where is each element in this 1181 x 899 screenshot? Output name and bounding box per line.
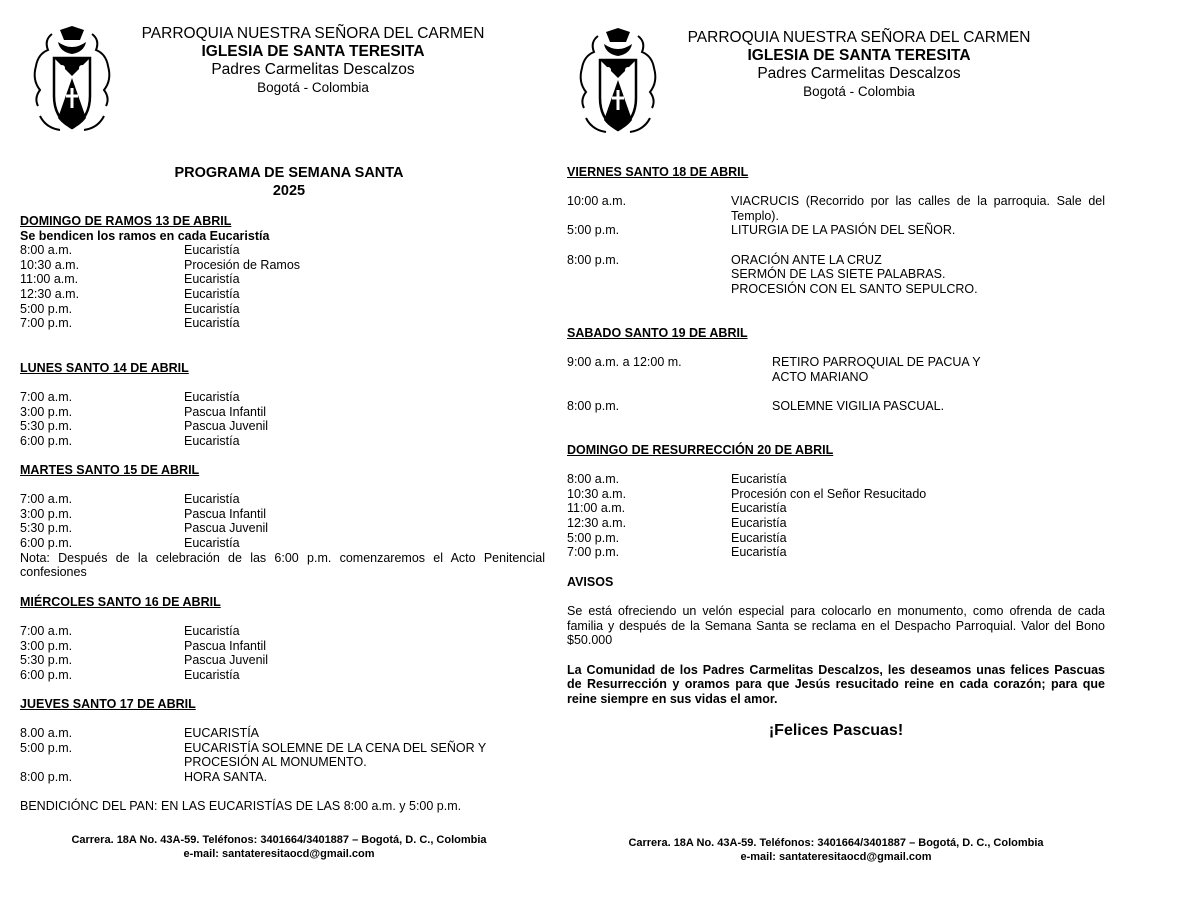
footer-address: Carrera. 18A No. 43A-59. Teléfonos: 3401664/3401887 – Bogotá, D. C., Colombia (628, 837, 1044, 849)
martes-note: Nota: Después de la celebración de las 6:00 p.m. comenzaremos el Acto Penitencial confesiones (20, 550, 545, 580)
schedule-event: Procesión con el Señor Resucitado (731, 486, 927, 501)
schedule-time: 5:00 p.m. (20, 301, 73, 316)
schedule-time: 8:00 a.m. (20, 243, 73, 258)
city-name: Bogotá - Colombia (803, 84, 915, 99)
schedule-event: Eucaristía (731, 472, 787, 487)
header (110, 25, 516, 97)
padres-name: Padres Carmelitas Descalzos (757, 65, 961, 82)
schedule-event: Procesión de Ramos (184, 257, 301, 272)
schedule-event: VIACRUCIS (Recorrido por las calles de la parroquia. Sale del Templo). (731, 194, 1105, 223)
schedule-time: 8:00 p.m. (20, 769, 73, 784)
schedule-event: EUCARISTÍA SOLEMNE DE LA CENA DEL SEÑOR Y PROCESIÓN AL MONUMENTO. (184, 740, 486, 770)
schedule-event: Pascua Juvenil (184, 521, 269, 536)
schedule-time: 5:00 p.m. (567, 223, 620, 238)
schedule-time: 10:30 a.m. (20, 257, 80, 272)
schedule-time: 6:00 p.m. (20, 535, 73, 550)
schedule-event: Pascua Infantil (184, 404, 266, 419)
schedule-event: Eucaristía (731, 545, 787, 560)
section-martes: MARTES SANTO 15 DE ABRIL 7:00 a.m. Eucaristía 3:00 p.m. Pascua Infantil 5:30 p.m. Pascua Juvenil 6:00 p.m. Eucaristía Nota: Después de la celebración de las 6:00 p.m. comenzaremos el Acto Penitencial confesiones (20, 463, 545, 580)
schedule-time: 12:30 a.m. (20, 286, 80, 301)
schedule-event: Eucaristía (184, 390, 240, 405)
footer (40, 834, 518, 861)
schedule-time: 3:00 p.m. (20, 506, 73, 521)
schedule-time: 12:30 a.m. (567, 515, 627, 530)
schedule-event: Eucaristía (184, 624, 240, 639)
footer-email: e-mail: santateresitaocd@gmail.com (740, 850, 932, 863)
left-page (0, 0, 560, 899)
footer-email: e-mail: santateresitaocd@gmail.com (183, 847, 375, 860)
schedule-time: 10:30 a.m. (567, 486, 627, 501)
schedule-time: 5:00 p.m. (567, 530, 620, 545)
schedule-event: Eucaristía (184, 433, 240, 448)
schedule-event: Pascua Infantil (184, 506, 266, 521)
schedule-time: 5:00 p.m. (20, 740, 73, 755)
carmelite-crest-icon (30, 26, 114, 136)
schedule-time: 5:30 p.m. (20, 653, 73, 668)
schedule-time: 11:00 a.m. (20, 272, 79, 287)
schedule-time: 7:00 a.m. (20, 624, 73, 639)
schedule-event: HORA SANTA. (184, 769, 268, 784)
schedule-event: Eucaristía (184, 667, 240, 682)
schedule-event: RETIRO PARROQUIAL DE PACUA Y ACTO MARIANO (772, 355, 981, 384)
footer-address: Carrera. 18A No. 43A-59. Teléfonos: 3401664/3401887 – Bogotá, D. C., Colombia (71, 834, 487, 846)
section-domingo-resurreccion: DOMINGO DE RESURRECCIÓN 20 DE ABRIL 8:00 a.m. Eucaristía 10:30 a.m. Procesión con el Señor Resucitado 11:00 a.m. Eucaristía 12:30 a.m. Eucaristía 5:00 p.m. Eucaristía 7:00 p.m. Eucaristía (567, 443, 927, 560)
program-title: PROGRAMA DE SEMANA SANTA 2025 (174, 165, 404, 199)
schedule-event: Pascua Juvenil (184, 419, 269, 434)
schedule-time: 5:30 p.m. (20, 419, 73, 434)
section-avisos (567, 575, 1105, 706)
schedule-event: Eucaristía (731, 515, 787, 530)
schedule-event: Pascua Juvenil (184, 653, 269, 668)
iglesia-name: IGLESIA DE SANTA TERESITA (747, 47, 971, 64)
schedule-event: ORACIÓN ANTE LA CRUZ SERMÓN DE LAS SIETE PALABRAS. PROCESIÓN CON EL SANTO SEPULCRO. (731, 252, 978, 296)
schedule-event: Eucaristía (731, 530, 787, 545)
city-name: Bogotá - Colombia (257, 80, 369, 95)
schedule-time: 8:00 p.m. (567, 398, 620, 413)
section-sabado: SABADO SANTO 19 DE ABRIL 9:00 a.m. a 12:00 m. RETIRO PARROQUIAL DE PACUA Y ACTO MARIANO 8:00 p.m. SOLEMNE VIGILIA PASCUAL. (567, 326, 1105, 414)
footer (588, 837, 1084, 864)
schedule-time: 9:00 a.m. a 12:00 m. (567, 355, 682, 370)
felices-pascuas: ¡Felices Pascuas! (768, 722, 904, 739)
avisos-title: AVISOS (567, 575, 614, 589)
schedule-event: Eucaristía (184, 286, 240, 301)
parroquia-name: PARROQUIA NUESTRA SEÑORA DEL CARMEN (687, 29, 1031, 46)
schedule-time: 11:00 a.m. (567, 501, 626, 516)
section-viernes: VIERNES SANTO 18 DE ABRIL 10:00 a.m. VIACRUCIS (Recorrido por las calles de la parroquia. Sale del Templo). 5:00 p.m. LITURGIA DE LA PASIÓN DEL SEÑOR. 8:00 p.m. ORACIÓN ANTE LA CRUZ SERMÓN DE LAS SIETE PALABRAS. PROCESIÓN CON EL SANTO SEPULCRO. (567, 165, 1105, 296)
carmelite-crest-icon (576, 28, 660, 138)
schedule-time: 6:00 p.m. (20, 667, 73, 682)
parroquia-name: PARROQUIA NUESTRA SEÑORA DEL CARMEN (141, 25, 485, 42)
schedule-event: Eucaristía (184, 301, 240, 316)
section-lunes: LUNES SANTO 14 DE ABRIL 7:00 a.m. Eucaristía 3:00 p.m. Pascua Infantil 5:30 p.m. Pascua Juvenil 6:00 p.m. Eucaristía (20, 361, 269, 448)
header (656, 29, 1062, 101)
schedule-time: 10:00 a.m. (567, 194, 627, 209)
schedule-time: 7:00 p.m. (567, 545, 620, 560)
schedule-time: 8:00 p.m. (567, 252, 620, 267)
section-miercoles: MIÉRCOLES SANTO 16 DE ABRIL 7:00 a.m. Eucaristía 3:00 p.m. Pascua Infantil 5:30 p.m. Pascua Juvenil 6:00 p.m. Eucaristía (20, 595, 269, 682)
schedule-time: 7:00 a.m. (20, 492, 73, 507)
section-jueves: JUEVES SANTO 17 DE ABRIL 8.00 a.m. EUCARISTÍA 5:00 p.m. EUCARISTÍA SOLEMNE DE LA CENA DEL SEÑOR Y PROCESIÓN AL MONUMENTO. 8:00 p.m. HORA SANTA. BENDICIÓNC DEL PAN: EN LAS EUCARISTÍAS DE LAS 8:00 a.m. y 5:00 p.m. (20, 697, 545, 814)
schedule-time: 3:00 p.m. (20, 404, 73, 419)
schedule-time: 8.00 a.m. (20, 726, 73, 741)
schedule-event: Pascua Infantil (184, 638, 266, 653)
iglesia-name: IGLESIA DE SANTA TERESITA (201, 43, 425, 60)
avisos-text: Se está ofreciendo un velón especial para colocarlo en monumento, como ofrenda de cada familia y después de la Semana Santa se reclama en el Despacho Parroquial. Valor del Bono $50.000 (567, 604, 1105, 648)
schedule-event: Eucaristía (184, 243, 240, 258)
schedule-time: 3:00 p.m. (20, 638, 73, 653)
padres-name: Padres Carmelitas Descalzos (211, 61, 415, 78)
schedule-event: SOLEMNE VIGILIA PASCUAL. (772, 398, 945, 413)
schedule-time: 7:00 p.m. (20, 316, 73, 331)
schedule-time: 6:00 p.m. (20, 433, 73, 448)
schedule-time: 8:00 a.m. (567, 472, 620, 487)
schedule-event: Eucaristía (731, 501, 787, 516)
section-domingo-ramos: DOMINGO DE RAMOS 13 DE ABRIL Se bendicen los ramos en cada Eucaristía 8:00 a.m. Eucaristía 10:30 a.m. Procesión de Ramos 11:00 a.m. Eucaristía 12:30 a.m. Eucaristía 5:00 p.m. Eucaristía 7:00 p.m. Eucaristía (20, 214, 301, 331)
avisos-message: La Comunidad de los Padres Carmelitas Descalzos, les deseamos unas felices Pascuas de Resurrección y oramos para que Jesús resucitado reine en cada corazón; para que reine siempre en sus vidas el amor. (567, 662, 1105, 706)
schedule-event: Eucaristía (184, 272, 240, 287)
schedule-event: Eucaristía (184, 316, 240, 331)
right-page (548, 0, 1108, 899)
schedule-time: 7:00 a.m. (20, 390, 73, 405)
schedule-event: EUCARISTÍA (184, 726, 260, 741)
bendicion-note: BENDICIÓNC DEL PAN: EN LAS EUCARISTÍAS DE LAS 8:00 a.m. y 5:00 p.m. (20, 799, 462, 814)
schedule-time: 5:30 p.m. (20, 521, 73, 536)
schedule-event: Eucaristía (184, 492, 240, 507)
schedule-event: LITURGIA DE LA PASIÓN DEL SEÑOR. (731, 223, 956, 238)
schedule-event: Eucaristía (184, 535, 240, 550)
